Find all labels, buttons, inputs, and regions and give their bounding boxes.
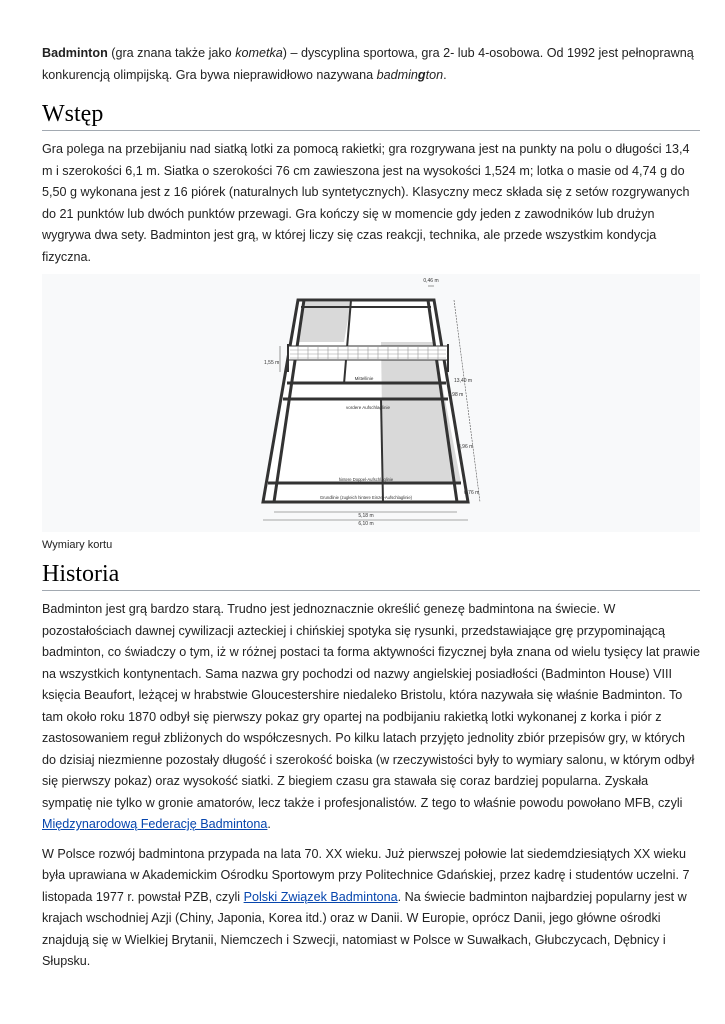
label-front-service-line: vordere Aufschlaglinie <box>345 405 391 410</box>
court-figure <box>42 274 700 532</box>
dim-length: 13,40 m <box>454 378 473 384</box>
intro-text-3: . <box>443 67 447 82</box>
historia-p1-text: Badminton jest grą bardzo starą. Trudno jest jednoznacznie określić genezę badmintona na świecie. W pozostałościach dawnej cywilizacji azteckiej i chińskiej spotyka się rysunki, przedstawiające grę przypominającą badminton, co świadczy o tym, iż w różnej postaci ta forma aktywności fizycznej była znana od wielu tysięcy lat prawie na wszystkich kontynentach. Sama nazwa gry pochodzi od nazwy angielskiej posiadłości (Badminton House) VIII księcia Beaufort, leżącej w hrabstwie Gloucestershire niedaleko Bristolu, która nazywała się właśnie Badminton. To tam około roku 1870 odbył się pierwszy pokaz gry opartej na podbijaniu rakietką lotki wykonanej z korka i piór z zastosowaniem reguł zbliżonych do współczesnych. Po kilku latach przyjęto jednolity zbiór przepisów gry, w których do dzisiaj niezmienne pozostały długość i szerokość boiska (w rzeczywistości były to wymiary salonu, w którym odbył się pierwszy pokaz) oraz wysokość siatki. Z biegiem czasu gra stawała się coraz bardziej popularna. Zyskała sympatię nie tylko w gronie amatorów, lecz także i profesjonalistów. Z tego to właśnie powodu powołano MFB, czyli <box>42 602 700 810</box>
intro-alt-name: kometka <box>235 46 283 60</box>
label-baseline: Grundlinie (zugleich hintere Einzel-Aufschlaglinie) <box>319 495 413 500</box>
label-center-line: Mittellinie <box>354 376 374 381</box>
historia-p1-end: . <box>267 817 271 831</box>
intro-text-1: (gra znana także jako <box>107 46 236 60</box>
heading-historia: Historia <box>42 559 700 591</box>
label-doubles-back-service: hintere Doppel-Aufschlaglinie <box>338 477 394 482</box>
dim-singles-width: 5,18 m <box>358 513 374 519</box>
dim-net-height: 1,55 m <box>264 360 280 366</box>
dim-short-service: 1,98 m <box>448 392 464 398</box>
dim-service-depth: 3,96 m <box>458 444 474 450</box>
historia-paragraph-2 <box>42 844 700 973</box>
article <box>42 40 700 973</box>
dim-back-margin: 0,76 m <box>464 490 480 496</box>
heading-wstep: Wstęp <box>42 99 700 131</box>
wstep-paragraph: Gra polega na przebijaniu nad siatką lotki za pomocą rakietki; gra rozgrywana jest na punkty na polu o długości 13,4 m i szerokości 6,1 m. Siatka o szerokości 76 cm zawieszona jest na wysokości 1,524 m; lotka o masie od 4,74 g do 5,50 g wykonana jest z 16 piórek (naturalnych lub syntetycznych). Klasyczny mecz składa się z setów rozgrywanych do 21 punktów lub dwóch punktów przewagi. Gra kończy się w momencie gdy jeden z zawodników lub drużyn wygrywa dwa sety. Badminton jest grą, w której liczy się czas reakcji, technika, ale przede wszystkim kondycja fizyczna. <box>42 142 690 264</box>
link-mfb[interactable]: Międzynarodową Federację Badmintona <box>42 817 268 831</box>
historia-p2-text-b: . Na świecie badminton najbardziej popularny jest w krajach wschodniej Azji (Chiny, Japonia, Korea itd.) oraz w Danii. W Europie, oprócz Danii, jego główne ośrodki znajdują się w Wielkiej Brytanii, Niemczech i Szwecji, natomiast w Polsce w Suwałkach, Głubczycach, Dębnicy i Słupsku. <box>42 889 687 968</box>
figure-caption: Wymiary kortu <box>42 539 113 551</box>
wrong-name-part: badmin <box>376 67 418 82</box>
link-pzb[interactable]: Polski Związek Badmintona <box>243 889 398 904</box>
intro-text-2: ) – dyscyplina sportowa, gra 2- lub 4-osobowa. Od 1992 jest pełnoprawną konkurencją olimpijską. Gra bywa nieprawidłowo nazywana <box>42 46 694 82</box>
court-diagram <box>258 274 488 532</box>
historia-p2-text-a: W Polsce rozwój badmintona przypada na lata 70. XX wieku. Już pierwszej połowie lat siedemdziesiątych XX wieku była uprawiana w Akademickim Ośrodku Sportowym przy Politechnice Gdańskiej, przez kadrę i studentów uczelni. 7 listopada 1977 r. powstał PZB, czyli <box>42 846 690 904</box>
wrong-name-letter: g <box>417 67 426 82</box>
dim-doubles-width: 6,10 m <box>358 521 374 527</box>
wrong-name-part: ton <box>425 67 444 82</box>
intro-paragraph <box>42 43 700 86</box>
historia-paragraph-1 <box>42 599 700 836</box>
intro-wrong-name <box>377 68 444 82</box>
intro-term: Badminton <box>42 46 108 60</box>
dim-top-width: 0,46 m <box>423 278 439 284</box>
